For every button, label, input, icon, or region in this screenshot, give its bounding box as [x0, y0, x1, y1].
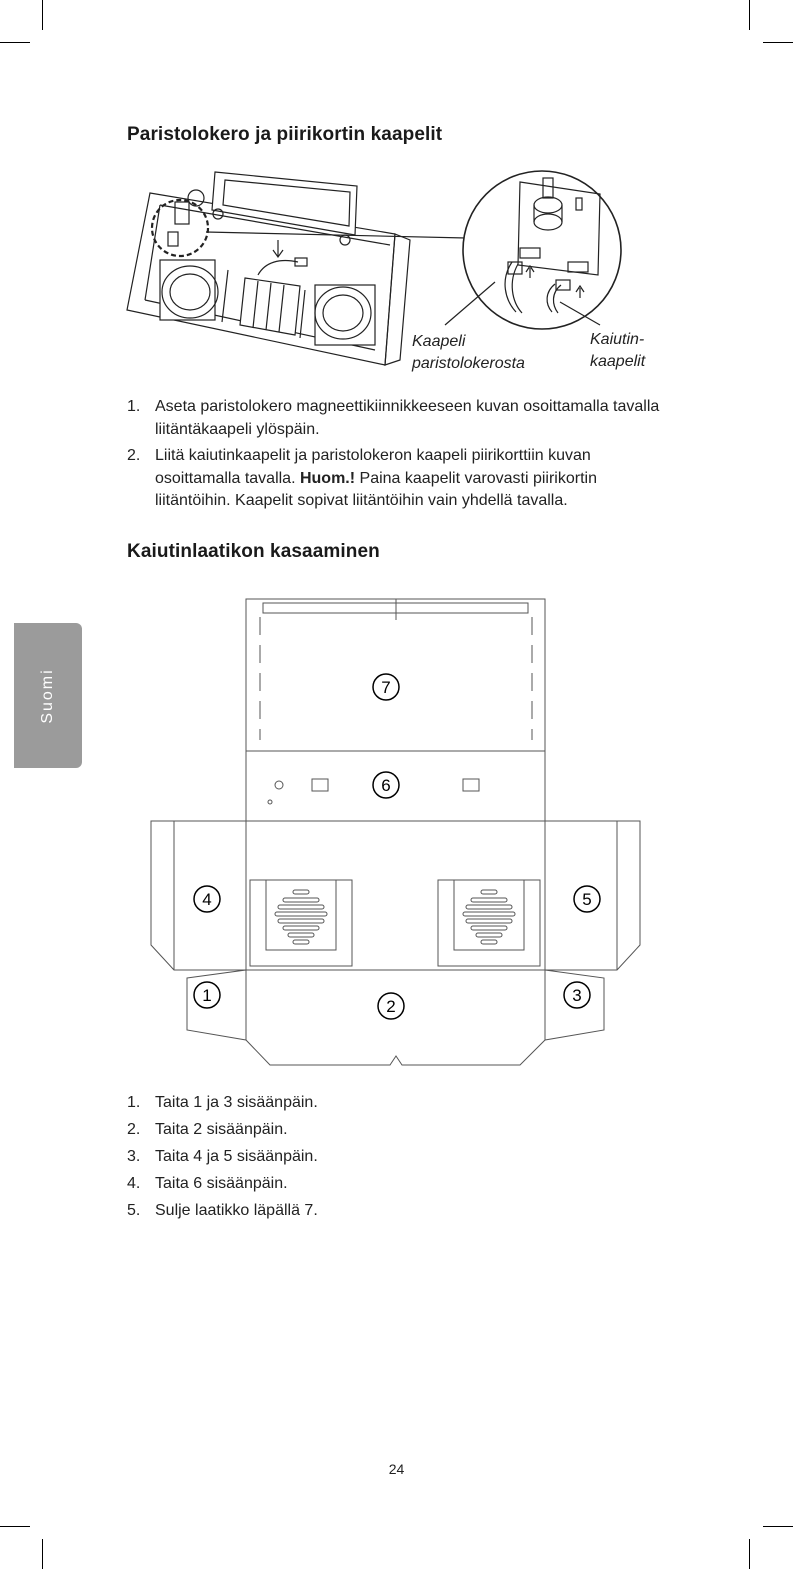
list-item — [127, 1092, 667, 1115]
page-number: 24 — [388, 1461, 405, 1477]
step-number: 5. — [127, 1202, 141, 1219]
step-text: Taita 2 sisäänpäin. — [155, 1121, 288, 1138]
step-text: Sulje laatikko läpällä 7. — [155, 1202, 318, 1219]
list-item — [127, 1119, 667, 1142]
list-item — [127, 1173, 667, 1196]
step-text: Aseta paristolokero magneettikiinnikkeeseen kuvan osoittamalla tavalla liitäntäkaapeli ylöspäin. — [155, 398, 660, 438]
step-number: 3. — [127, 1148, 141, 1165]
speaker-grill-left — [275, 890, 327, 944]
panel-5-label: 5 — [582, 890, 592, 909]
step-text: Liitä kaiutinkaapelit ja paristolokeron kaapeli piirikorttiin kuvan osoittamalla tavalla. — [155, 447, 591, 487]
step-number: 2. — [127, 1121, 141, 1138]
step-number: 1. — [127, 1094, 141, 1111]
caption-battery-cable-line2: paristolokerosta — [412, 355, 525, 372]
caption-speaker-cables-line1: Kaiutin- — [590, 331, 645, 348]
note-label: Huom.! — [299, 469, 356, 487]
panel-4-label: 4 — [202, 890, 212, 909]
list-item — [127, 1200, 667, 1223]
panel-3-label: 3 — [572, 986, 582, 1005]
step-number: 4. — [127, 1175, 141, 1192]
box-assembly-steps — [127, 1092, 667, 1227]
section-title-box-assembly: Kaiutinlaatikon kasaaminen — [127, 541, 380, 562]
panel-2-label: 2 — [386, 997, 396, 1016]
step-text: Paina kaapelit varovasti piirikortin liitäntöihin. Kaapelit sopivat liitäntöihin vain yhdellä tavalla. — [155, 469, 597, 509]
step-text: Taita 6 sisäänpäin. — [155, 1175, 288, 1192]
step-text: Taita 4 ja 5 sisäänpäin. — [155, 1148, 318, 1165]
panel-1-label: 1 — [202, 986, 212, 1005]
step-text: Taita 1 ja 3 sisäänpäin. — [155, 1094, 318, 1111]
section-title-battery-cables: Paristolokero ja piirikortin kaapelit — [127, 124, 443, 145]
panel-7-label: 7 — [381, 678, 391, 697]
caption-battery-cable-line1: Kaapeli — [412, 333, 466, 350]
caption-speaker-cables-line2: kaapelit — [590, 353, 646, 370]
panel-6-label: 6 — [381, 776, 391, 795]
language-tab-label: Suomi — [39, 667, 56, 724]
step-number: 2. — [127, 447, 141, 464]
step-number: 1. — [127, 398, 141, 415]
speaker-grill-right — [463, 890, 515, 944]
list-item — [127, 1146, 667, 1169]
